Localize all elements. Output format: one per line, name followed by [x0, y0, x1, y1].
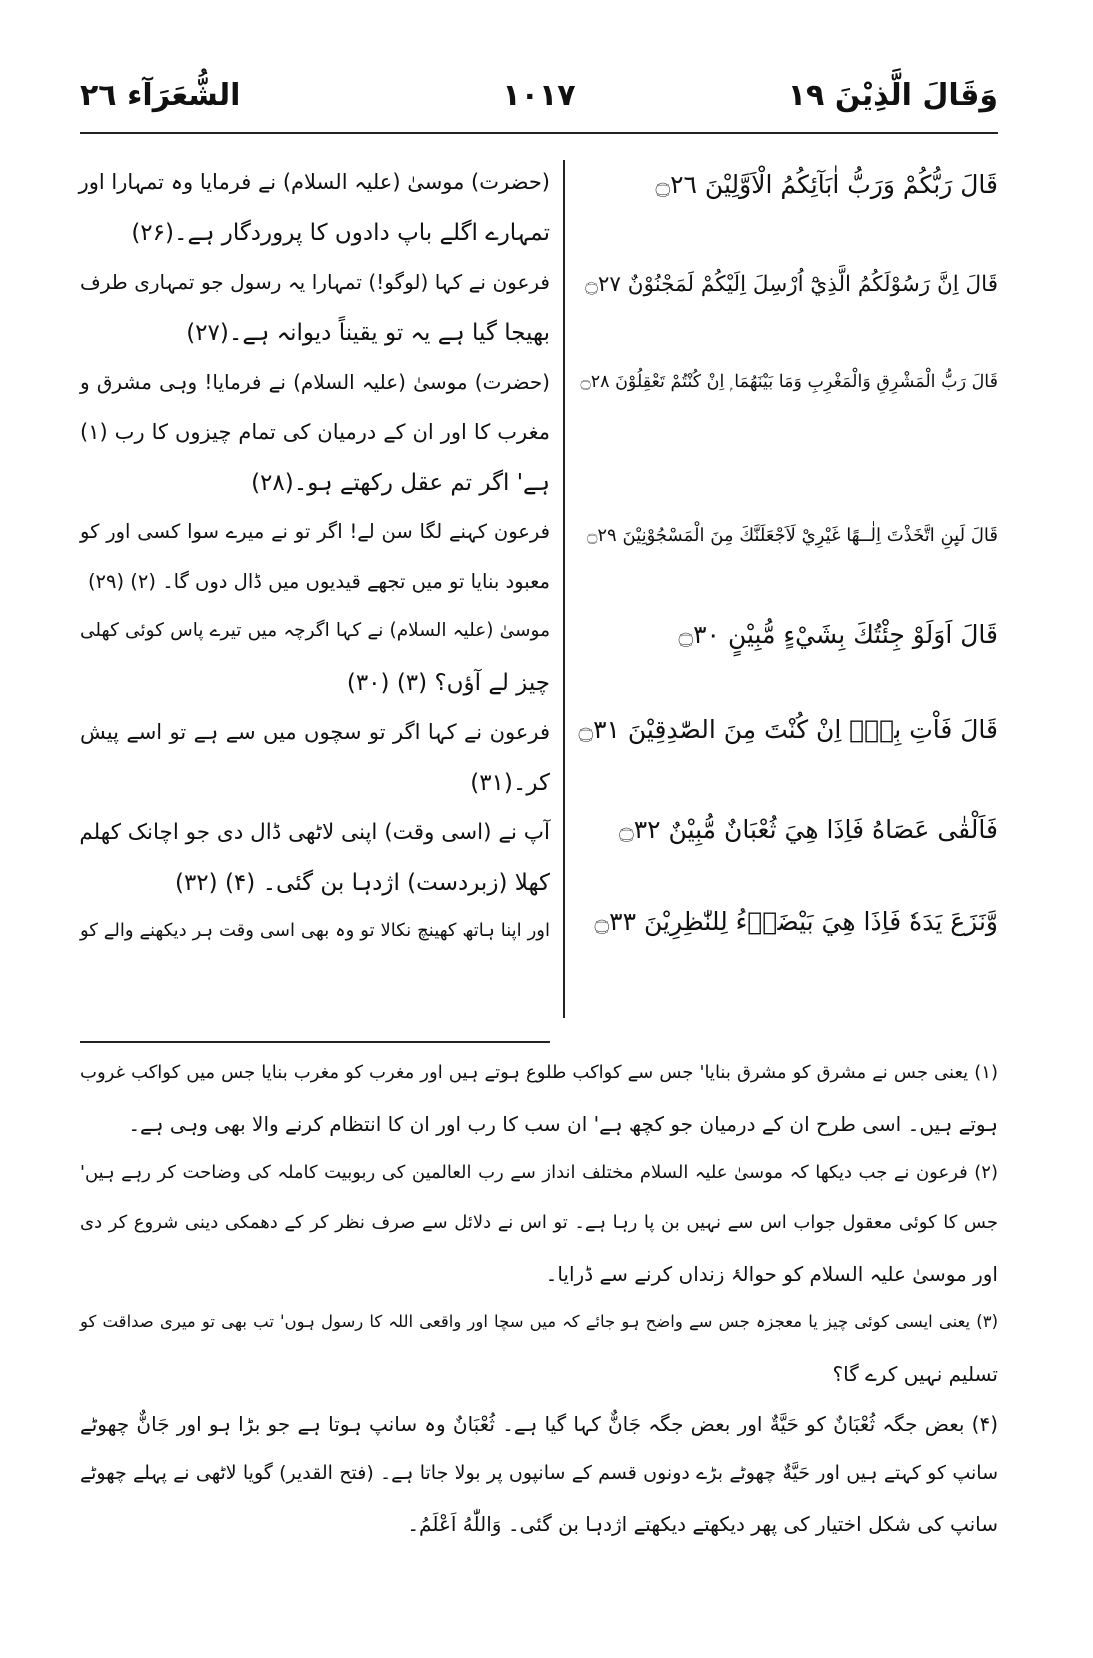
footnote-line: اور موسیٰ علیہ السلام کو حوالۂ زنداں کرنے سے ڈرایا۔ [545, 1262, 998, 1286]
translation-line: تمہارے اگلے باپ دادوں کا پروردگار ہے۔(۲۶) [131, 220, 550, 246]
translation-line: بھیجا گیا ہے یہ تو یقیناً دیوانہ ہے۔(۲۷) [186, 320, 550, 346]
footnote-line: (۴) بعض جگہ ثُعْبَانٌ کو حَيَّةٌ اور بعض جگہ جَانٌّ کہا گیا ہے۔ ثُعْبَانٌ وہ سانپ ہوتا ہے جو بڑا ہو اور جَانٌّ چھوٹے [80, 1412, 998, 1436]
translation-line: (حضرت) موسیٰ (علیہ السلام) نے فرمایا وہ تمہارا اور [78, 170, 550, 194]
page-header [80, 78, 998, 128]
verse-26: قَالَ رَبُّكُمْ وَرَبُّ اٰبَآئِكُمُ الْاَوَّلِيْنَ ۝٢٦ [655, 170, 998, 199]
header-rule [80, 132, 998, 134]
footnote-line: سانپ کی شکل اختیار کی پھر دیکھتے دیکھتے اژدہا بن گئی۔ وَاللّٰهُ اَعْلَمُ۔ [407, 1512, 998, 1536]
footnote-line: (۳) یعنی ایسی کوئی چیز یا معجزہ جس سے واضح ہو جائے کہ میں سچا اور واقعی اللہ کا رسول ہوں' تب بھی تو میری صداقت کو [80, 1312, 998, 1331]
footnote-line: تسلیم نہیں کرے گا؟ [832, 1362, 998, 1386]
translation-line: فرعون نے کہا اگر تو سچوں میں سے ہے تو اسے پیش [80, 720, 550, 744]
translation-line: فرعون کہنے لگا سن لے! اگر تو نے میرے سوا کسی اور کو [80, 520, 550, 543]
footnote-line: ہوتے ہیں۔ اسی طرح ان کے درمیان جو کچھ ہے' ان سب کا رب اور ان کا انتظام کرنے والا بھی وہی ہے۔ [128, 1112, 998, 1136]
translation-line: چیز لے آؤں؟ (۳) (۳۰) [346, 670, 550, 696]
footnote-line: (۱) یعنی جس نے مشرق کو مشرق بنایا' جس سے کواکب طلوع ہوتے ہیں اور مغرب کو مغرب بنایا جس میں کواکب غروب [80, 1062, 998, 1083]
verse-29: قَالَ لَىِٕنِ اتَّخَذْتَ اِلٰــهًا غَيْرِيْ لَاَجْعَلَنَّكَ مِنَ الْمَسْجُوْنِيْنَ ۝٢٩ [586, 525, 998, 546]
translation-line: معبود بنایا تو میں تجھے قیدیوں میں ڈال دوں گا۔ (۲) (۲۹) [87, 570, 550, 593]
page-number: ١٠١٧ [502, 78, 576, 113]
footnote-rule [80, 1041, 550, 1043]
verse-30: قَالَ اَوَلَوْ جِئْتُكَ بِشَيْءٍ مُّبِيْنٍ ۝٣٠ [678, 620, 998, 649]
verse-28: قَالَ رَبُّ الْمَشْرِقِ وَالْمَغْرِبِ وَمَا بَيْنَهُمَا ۭ اِنْ كُنْتُمْ تَعْقِلُوْنَ ۝٢٨ [580, 372, 998, 392]
verse-33: وَّنَزَعَ يَدَهٗ فَاِذَا هِيَ بَيْضَاۗءُ لِلنّٰظِرِيْنَ ۝٣٣ [594, 907, 998, 936]
translation-line: کر۔(۳۱) [470, 770, 550, 796]
footnote-line: جس کا کوئی معقول جواب اس سے نہیں بن پا رہا ہے۔ تو اس نے دلائل سے صرف نظر کر کے دھمکی دینی شروع کر دی [80, 1212, 998, 1233]
footnote-line: (۲) فرعون نے جب دیکھا کہ موسیٰ علیہ السلام مختلف انداز سے رب العالمین کی ربوبیت کاملہ کی وضاحت کر رہے ہیں' [80, 1162, 998, 1183]
footnote-line: سانپ کو کہتے ہیں اور حَيَّةٌ چھوٹے بڑے دونوں قسم کے سانپوں پر بولا جاتا ہے۔ (فتح القدیر) گویا لاٹھی نے پہلے چھوٹے [80, 1462, 998, 1484]
verse-27: قَالَ اِنَّ رَسُوْلَكُمُ الَّذِيْٓ اُرْسِلَ اِلَيْكُمْ لَمَجْنُوْنٌ ۝٢٧ [585, 272, 998, 297]
translation-line: فرعون نے کہا (لوگو!) تمہارا یہ رسول جو تمہاری طرف [80, 270, 550, 294]
translation-line: کھلا (زبردست) اژدہا بن گئی۔ (۴) (۳۲) [174, 870, 550, 896]
juz-title: وَقَالَ الَّذِيْنَ ١٩ [787, 78, 998, 113]
translation-line: مغرب کا اور ان کے درمیان کی تمام چیزوں کا رب (۱) [80, 420, 550, 444]
verse-32: فَاَلْقٰى عَصَاهُ فَاِذَا هِيَ ثُعْبَانٌ مُّبِيْنٌ ۝٣٢ [619, 815, 998, 844]
verse-31: قَالَ فَاْتِ بِهٖٓ اِنْ كُنْتَ مِنَ الصّٰدِقِيْنَ ۝٣١ [578, 715, 998, 744]
translation-line: (حضرت) موسیٰ (علیہ السلام) نے فرمایا! وہی مشرق و [80, 370, 550, 394]
translation-line: موسیٰ (علیہ السلام) نے کہا اگرچہ میں تیرے پاس کوئی کھلی [80, 620, 550, 641]
surah-title: الشُّعَرَآء ٢٦ [80, 78, 241, 113]
translation-line: ہے' اگر تم عقل رکھتے ہو۔(۲۸) [251, 470, 550, 496]
column-divider [563, 160, 565, 1018]
translation-line: آپ نے (اسی وقت) اپنی لاٹھی ڈال دی جو اچانک کھلم [79, 820, 550, 845]
translation-line: اور اپنا ہاتھ کھینچ نکالا تو وہ بھی اسی وقت ہر دیکھنے والے کو [80, 920, 550, 941]
